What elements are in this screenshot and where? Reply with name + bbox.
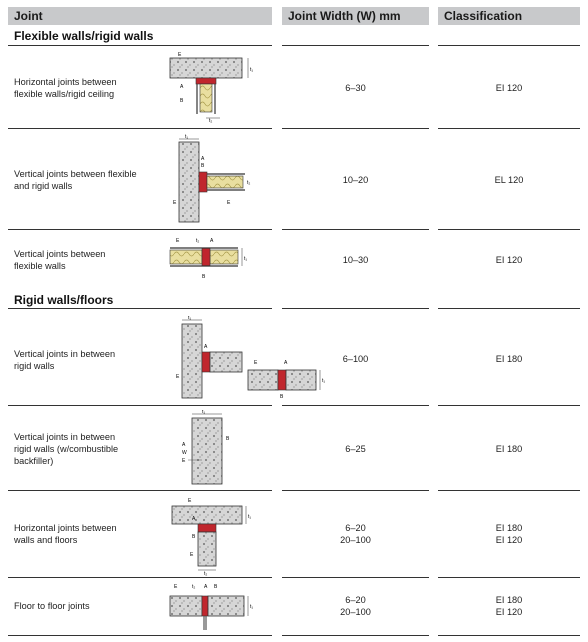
- classification-value: [438, 353, 580, 365]
- diagram-letter: A: [201, 156, 205, 162]
- divider: [282, 405, 429, 406]
- diagram-letter: E: [174, 584, 178, 590]
- divider: [282, 229, 429, 230]
- divider: [438, 635, 580, 636]
- joint-width-value: [282, 174, 429, 186]
- diagram-letter: B: [214, 584, 218, 590]
- joint-width-value: [282, 522, 429, 546]
- diagram-letter: E: [173, 200, 177, 206]
- divider: [8, 128, 272, 129]
- diagram-letter: B: [180, 98, 184, 104]
- diagram-letter: t₂: [196, 238, 200, 244]
- text-line: EL 120: [494, 175, 524, 185]
- diagram-letter: B: [226, 436, 230, 442]
- diagram-letter: t₁: [248, 514, 252, 520]
- text-line: 20–100: [340, 535, 371, 545]
- text-line: EI 120: [495, 255, 523, 265]
- text-line: EI 180: [495, 523, 523, 533]
- diagram-letter: t₂: [204, 571, 208, 576]
- classification-value: [438, 82, 580, 94]
- text-line: 6–100: [342, 354, 369, 364]
- diagram-letter: E: [254, 360, 258, 366]
- divider: [282, 490, 429, 491]
- divider: [8, 490, 272, 491]
- text-line: EI 120: [495, 607, 523, 617]
- joint-label: [14, 600, 164, 612]
- divider: [8, 308, 272, 309]
- text-line: Vertical joints in between: [14, 432, 116, 442]
- diagram-letter: B: [201, 163, 205, 169]
- diagram-letter: A: [210, 238, 214, 244]
- diagram-vertical-flexible-walls: [164, 234, 254, 282]
- text-line: 10–30: [342, 255, 369, 265]
- diagram-letter: A: [204, 344, 208, 350]
- diagram-letter: A: [204, 584, 208, 590]
- text-line: 6–20: [345, 523, 366, 533]
- divider: [438, 128, 580, 129]
- diagram-letter: E: [227, 200, 231, 206]
- section-title-flexible: Flexible walls/rigid walls: [14, 29, 154, 43]
- text-line: EI 180: [495, 354, 523, 364]
- text-line: EI 120: [495, 535, 523, 545]
- divider: [438, 405, 580, 406]
- classification-value: [438, 522, 580, 546]
- divider: [438, 308, 580, 309]
- diagram-letter: E: [176, 238, 180, 244]
- diagram-letter: E: [176, 374, 180, 380]
- text-line: 6–20: [345, 595, 366, 605]
- diagram-letter: t₂: [209, 118, 213, 124]
- divider: [438, 229, 580, 230]
- joint-label: [14, 431, 164, 467]
- diagram-letter: t₁: [322, 378, 326, 384]
- divider: [8, 405, 272, 406]
- text-line: rigid walls (w/combustible: [14, 444, 119, 454]
- text-line: Vertical joints in between: [14, 349, 116, 359]
- diagram-letter: B: [280, 394, 284, 400]
- joint-width-value: [282, 82, 429, 94]
- diagram-vertical-rigid-walls: [170, 316, 330, 402]
- text-line: EI 180: [495, 444, 523, 454]
- text-line: Horizontal joints between: [14, 523, 117, 533]
- divider: [282, 308, 429, 309]
- text-line: 6–30: [345, 83, 366, 93]
- text-line: flexible walls: [14, 261, 66, 271]
- divider: [282, 45, 429, 46]
- divider: [438, 577, 580, 578]
- text-line: rigid walls: [14, 361, 55, 371]
- text-line: Horizontal joints between: [14, 77, 117, 87]
- joint-label: [14, 168, 164, 192]
- diagram-letter: t₁: [250, 604, 254, 610]
- text-line: 10–20: [342, 175, 369, 185]
- text-line: EI 180: [495, 595, 523, 605]
- diagram-letter: t₁: [244, 256, 248, 262]
- column-header-width: Joint Width (W) mm: [282, 7, 429, 25]
- diagram-vertical-flexible-rigid: [165, 134, 255, 226]
- diagram-letter: A: [284, 360, 288, 366]
- text-line: Floor to floor joints: [14, 601, 90, 611]
- text-line: flexible walls/rigid ceiling: [14, 89, 115, 99]
- divider: [282, 635, 429, 636]
- diagram-letter: t₁: [185, 134, 189, 140]
- diagram-letter: E: [178, 52, 182, 58]
- divider: [438, 45, 580, 46]
- text-line: Vertical joints between: [14, 249, 106, 259]
- diagram-letter: B: [192, 534, 196, 540]
- text-line: 20–100: [340, 607, 371, 617]
- classification-value: [438, 594, 580, 618]
- divider: [8, 229, 272, 230]
- diagram-letter: E: [188, 498, 192, 504]
- diagram-letter: t₁: [188, 316, 192, 321]
- divider: [282, 577, 429, 578]
- divider: [8, 45, 272, 46]
- joint-label: [14, 348, 164, 372]
- diagram-horizontal-flexible-ceiling: [160, 52, 270, 124]
- text-line: walls and floors: [14, 535, 78, 545]
- joint-width-value: [282, 594, 429, 618]
- diagram-letter: W: [182, 450, 187, 456]
- text-line: Vertical joints between flexible: [14, 169, 137, 179]
- text-line: EI 120: [495, 83, 523, 93]
- joint-label: [14, 76, 164, 100]
- diagram-letter: E: [190, 552, 194, 558]
- diagram-letter: t₁: [202, 410, 206, 415]
- column-header-classification: Classification: [438, 7, 580, 25]
- diagram-letter: A: [182, 442, 186, 448]
- text-line: 6–25: [345, 444, 366, 454]
- diagram-horizontal-walls-floors: [162, 494, 254, 576]
- classification-value: [438, 443, 580, 455]
- text-line: backfiller): [14, 456, 54, 466]
- diagram-letter: A: [180, 84, 184, 90]
- joint-label: [14, 248, 164, 272]
- classification-value: [438, 254, 580, 266]
- divider: [8, 577, 272, 578]
- joint-label: [14, 522, 164, 546]
- diagram-letter: t₁: [250, 67, 254, 73]
- diagram-letter: E: [182, 458, 186, 464]
- joint-width-value: [282, 254, 429, 266]
- divider: [438, 490, 580, 491]
- diagram-letter: A: [192, 516, 196, 522]
- diagram-floor-to-floor: [162, 580, 258, 634]
- section-title-rigid: Rigid walls/floors: [14, 293, 114, 307]
- diagram-letter: t₂: [192, 584, 196, 590]
- diagram-letter: B: [202, 274, 206, 280]
- column-header-joint: Joint: [8, 7, 272, 25]
- diagram-rigid-combustible-backfiller: [172, 410, 242, 486]
- classification-value: [438, 174, 580, 186]
- divider: [8, 635, 272, 636]
- divider: [282, 128, 429, 129]
- text-line: and rigid walls: [14, 181, 73, 191]
- joint-width-value: [282, 443, 429, 455]
- diagram-letter: t₂: [247, 180, 251, 186]
